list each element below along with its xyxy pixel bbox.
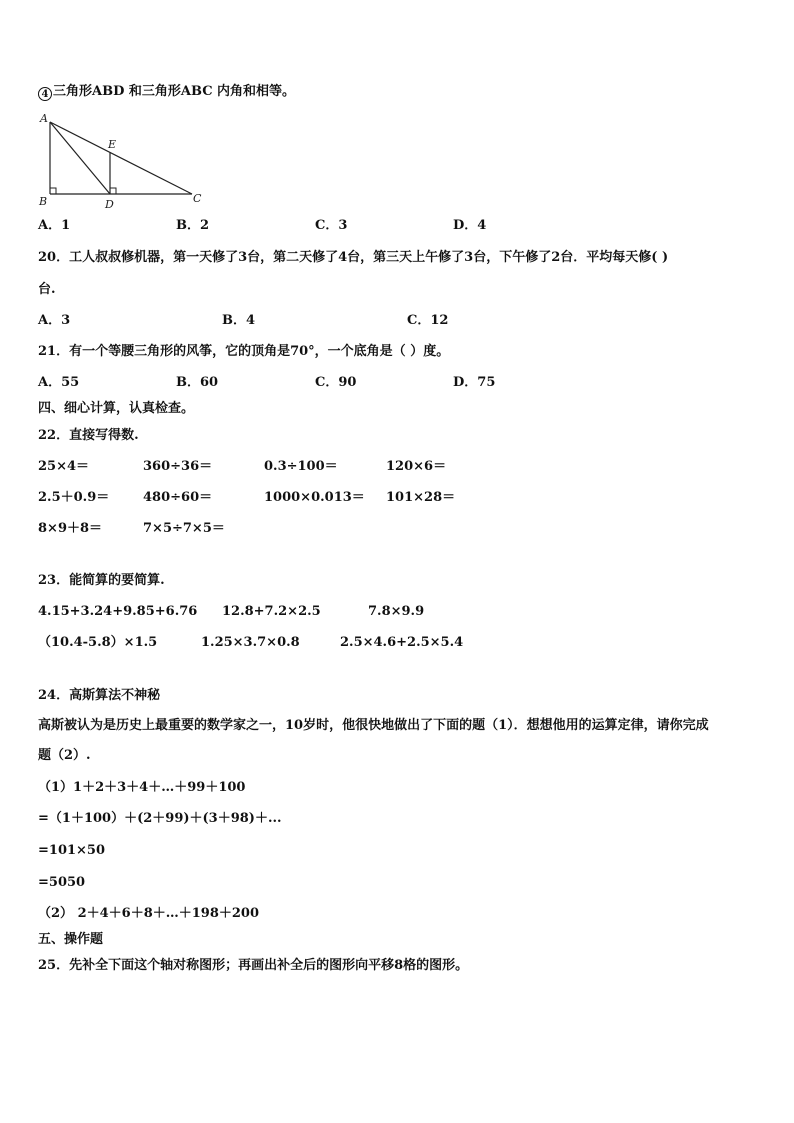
segment-ac xyxy=(50,122,192,194)
q22-item: 25×4＝ xyxy=(38,459,90,474)
q25-text: 25．先补全下面这个轴对称图形；再画出补全后的图形向平移8格的图形。 xyxy=(38,958,469,973)
label-e: E xyxy=(108,138,117,151)
q20-option-c: C．12 xyxy=(407,313,449,328)
q19-option-c: C．3 xyxy=(315,218,348,233)
q19-option-b: B．2 xyxy=(176,218,210,233)
q22-item: 2.5＋0.9＝ xyxy=(38,490,110,505)
q21-option-d: D．75 xyxy=(453,375,496,390)
q21-option-b: B．60 xyxy=(176,375,219,390)
q23-item: （10.4-5.8）×1.5 xyxy=(38,635,158,650)
label-b: B xyxy=(39,195,48,208)
q22-item: 101×28＝ xyxy=(386,490,456,505)
q22-item: 480÷60＝ xyxy=(143,490,213,505)
right-angle-mark-d xyxy=(110,188,116,194)
q24-title: 24．高斯算法不神秘 xyxy=(38,688,161,703)
q20-option-a: A．3 xyxy=(38,313,71,328)
label-c: C xyxy=(193,192,202,205)
q21-text: 21．有一个等腰三角形的风筝，它的顶角是70°，一个底角是（ ）度。 xyxy=(38,344,450,359)
section-4-heading: 四、细心计算，认真检查。 xyxy=(38,401,195,416)
section-5-heading: 五、操作题 xyxy=(38,932,104,947)
q20-line1: 20．工人叔叔修机器，第一天修了3台，第二天修了4台，第三天上午修了3台，下午修了2台．平均每天修( ) xyxy=(38,250,669,265)
triangle-figure xyxy=(36,110,206,210)
q20-option-b: B．4 xyxy=(222,313,256,328)
q22-title: 22．直接写得数. xyxy=(38,428,139,443)
q19-statement xyxy=(38,84,295,101)
q24-line: =5050 xyxy=(38,875,86,890)
q19-option-d: D．4 xyxy=(453,218,487,233)
q22-item: 360÷36＝ xyxy=(143,459,213,474)
q19-statement-text: 三角形ABD 和三角形ABC 内角和相等。 xyxy=(53,84,296,99)
q24-paragraph-line2: 题（2）. xyxy=(38,748,91,763)
q20-line2: 台. xyxy=(38,282,56,297)
q22-item: 0.3÷100＝ xyxy=(264,459,338,474)
q23-item: 7.8×9.9 xyxy=(368,604,425,619)
q22-item: 1000×0.013＝ xyxy=(264,490,365,505)
q22-item: 8×9＋8＝ xyxy=(38,521,103,536)
right-angle-mark-b xyxy=(50,188,56,194)
q23-item: 12.8+7.2×2.5 xyxy=(222,604,321,619)
q24-line: （2） 2＋4＋6＋8＋…＋198＋200 xyxy=(38,906,260,921)
q21-option-c: C．90 xyxy=(315,375,357,390)
q24-line: =101×50 xyxy=(38,843,106,858)
q23-item: 2.5×4.6+2.5×5.4 xyxy=(340,635,464,650)
q24-paragraph-line1: 高斯被认为是历史上最重要的数学家之一，10岁时，他很快地做出了下面的题（1）．想想他用的运算定律，请你完成 xyxy=(38,718,709,733)
q22-item: 7×5÷7×5＝ xyxy=(143,521,225,536)
segment-ad xyxy=(50,122,110,194)
q24-line: （1）1＋2＋3＋4＋…＋99＋100 xyxy=(38,780,246,795)
label-a: A xyxy=(40,112,48,125)
label-d: D xyxy=(105,198,114,210)
q21-option-a: A．55 xyxy=(38,375,80,390)
q23-item: 1.25×3.7×0.8 xyxy=(201,635,300,650)
q24-line: =（1＋100）＋(2＋99)＋(3＋98)＋... xyxy=(38,811,282,826)
q22-item: 120×6＝ xyxy=(386,459,447,474)
q23-item: 4.15+3.24+9.85+6.76 xyxy=(38,604,198,619)
circled-number: 4 xyxy=(38,87,52,101)
q23-title: 23．能简算的要简算. xyxy=(38,573,165,588)
q19-option-a: A．1 xyxy=(38,218,71,233)
